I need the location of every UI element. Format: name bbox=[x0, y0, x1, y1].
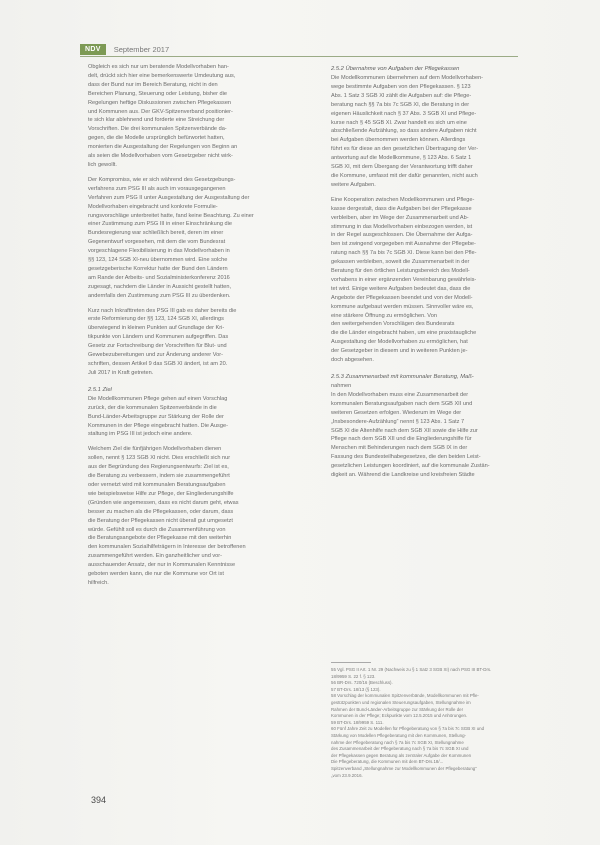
text-line: die die Länder eingebracht haben, um eine praxistaugliche bbox=[331, 330, 477, 337]
text-line: der Gesetzgeber in diesem und in weiteren Punkten je- bbox=[331, 348, 468, 355]
text-line: gekassen verbleiben, soweit die Zusammenarbeit in der bbox=[331, 259, 470, 266]
footnote-line: Spitzenverband „Stellungnahme zur Modellkommunen der Pflegeberatung“ bbox=[331, 765, 477, 771]
text-line: Angebote der Pflegekassen beendet und von der Modell- bbox=[331, 294, 473, 301]
text-line: Verfahren zum PSG II unter Ausgestaltung der Ausgestaltung der bbox=[88, 194, 250, 201]
text-line: die Beratung zu verbessern, indem sie zusammengeführt bbox=[88, 473, 230, 480]
footnote-line: 58 Vorschlag der kommunalen Spitzenverbände, Modellkommunen mit Pfle- bbox=[331, 693, 479, 699]
text-line: Welchem Ziel die fünfjährigen Modellvorhaben dienen bbox=[88, 446, 222, 453]
text-line: kasse dergestalt, dass die Aufgaben bei der Pflegekasse bbox=[331, 205, 472, 212]
footnote-line: 59 BT-Drs. 18/9959 S. 111. bbox=[331, 719, 384, 725]
text-line: die Kommune, umfasst mit der dafür genannten, nicht auch bbox=[331, 172, 478, 179]
text-line: Menschen mit Behinderungen nach dem SGB IX in der bbox=[331, 445, 468, 452]
text-line: weitere Aufgaben. bbox=[331, 181, 376, 188]
text-line: Gewebezubereitungen und zur Änderung anderer Vor- bbox=[88, 352, 223, 359]
text-line: den weitergehenden Vorschlägen des Bundesrats bbox=[331, 321, 455, 328]
text-line: zusammengeführt werden. Ein ganzheitlicher und vor- bbox=[88, 553, 223, 560]
text-line: Vorschriften. Die drei kommunalen Spitzenverbände da- bbox=[88, 126, 227, 133]
paragraph-gap bbox=[331, 365, 571, 371]
journal-badge: NDV bbox=[80, 44, 106, 55]
text-line: Ausgestaltung der Modellvorhaben zu ermöglichen, hat bbox=[331, 339, 468, 346]
text-line: Fassung des Bundesteilhabegesetzes, die den beiden Leist- bbox=[331, 454, 481, 461]
text-line: tet wird. Einige weitere Aufgaben bedeutet das, dass die bbox=[331, 285, 471, 292]
text-line: abschließende Aufzählung, so dass andere Aufgaben nicht bbox=[331, 128, 477, 135]
footnote-line: 18/9959 S. 22 f. § 123. bbox=[331, 673, 376, 679]
text-line: wie beispielsweise Hilfe zur Pflege, der Eingliederungshilfe bbox=[88, 490, 234, 497]
paragraph-gap bbox=[88, 378, 334, 384]
text-line: §§ 123, 124 SGB XI-neu übernommen wird. Eine solche bbox=[88, 257, 228, 264]
text-line: Regelungen heftige Diskussionen zwischen Pflegekassen bbox=[88, 99, 232, 106]
footnote-line: Die Pflegeberatung, die Kommunen mit dem BT-Drs.18/... bbox=[331, 759, 444, 765]
footnote-line: Kommunen in der Pflege; Eckpunkte vom 12.5.2015 und Anhörungen. bbox=[331, 713, 468, 719]
footnote-line: der Pflegekassen gegen Beratung als zentraler Aufgabe der Kommunen bbox=[331, 752, 472, 758]
footnote-line: Stärkung von Modellen Pflegeberatung mit den Kommunen, Stellung- bbox=[331, 732, 466, 738]
text-line: delt, drückt sich hier eine bemerkenswerte Umdeutung aus, bbox=[88, 72, 236, 79]
text-line: gegen, die die Modelle ursprünglich befürwortet hatten, bbox=[88, 135, 225, 142]
page-number: 394 bbox=[91, 795, 107, 805]
text-line: Obgleich es sich nur um beratende Modellvorhaben han- bbox=[88, 64, 229, 70]
text-line: dass der Bund nur im Bereich Beratung, nicht in den bbox=[88, 81, 218, 88]
text-line: In den Modellvorhaben muss eine Zusammenarbeit der bbox=[331, 391, 469, 398]
text-line: vorgeschlagene Flexibilisierung in das Modellvorhaben in bbox=[88, 248, 230, 255]
text-line: verbleiben, aber im Wege der Zusammenarbeit und Ab- bbox=[331, 214, 469, 221]
text-line: gesetzlichen Leistungen koordiniert, auf die kommunale Zustän- bbox=[331, 463, 490, 470]
text-line: stimmung in das Modellvorhaben einbezogen werden, ist bbox=[331, 223, 473, 230]
text-line: Gesetz zur Fortschreibung der Vorschriften für Blut- und bbox=[88, 343, 227, 350]
text-line: Kurz nach Inkrafttreten des PSG III gab es daher bereits die bbox=[88, 307, 237, 314]
text-line: gesetzgeberische Korrektur hatte der Bund den Ländern bbox=[88, 265, 228, 272]
text-line: Beratung für den örtlichen Leistungsbereich des Modell- bbox=[331, 268, 470, 275]
text-line: zugesagt, nachdem die Länder in Aussicht gestellt hatten, bbox=[88, 283, 232, 290]
text-line: zurück, der die kommunalen Spitzenverbände in die bbox=[88, 404, 217, 411]
text-line: schriften, dessen Artikel 9 das SGB XI ändert, ist am 20. bbox=[88, 361, 228, 367]
text-line: ben ist zwingend vorgegeben mit Ausnahme der Pflegebe- bbox=[331, 241, 476, 248]
text-line: lich gewollt. bbox=[88, 161, 117, 168]
text-line: geboten werden kann, die nur die Kommune vor Ort ist bbox=[88, 571, 224, 578]
text-line: den kommunalen Sozialhilfeträgern in Interesse der betroffenen bbox=[88, 544, 246, 551]
footnote-line: des Zusammenarbeit der Pflegeberatung nach § 7a bis 7c SGB XI und bbox=[331, 746, 469, 752]
text-line: monierten die Ausgestaltung der Regelungen von Beginn an bbox=[88, 144, 238, 151]
footnote-line: 55 Vgl. PSG II Art. 1 Nr. 29 (Nachweis zu § 1 Satz 3 SGB XI) nach PSG III BT-Drs. bbox=[331, 667, 492, 672]
footnote-line: gestützpunkten und regionalen Steuerungsaufgaben, Stellungnahme im bbox=[331, 699, 471, 705]
text-line: vorhabens in einer ergänzenden Vereinbarung gewährleis- bbox=[331, 276, 477, 283]
text-line: Gegenentwurf vorgesehen, mit dem die vom Bundesrat bbox=[88, 239, 226, 246]
text-line: Bund-Länder-Arbeitsgruppe zur Stärkung der Rolle der bbox=[88, 413, 224, 420]
text-line: Abs. 1 Satz 3 SGB XI zählt die Aufgaben auf: die Pflege- bbox=[331, 92, 472, 99]
text-line: digkeit an. Während die Landkreise und kreisfreien Städte bbox=[331, 472, 475, 479]
text-line: bei Aufgaben übernommen werden können. Allerdings bbox=[331, 137, 466, 144]
footnote-line: 56 BR-Drs. 720/16 (Beschluss). bbox=[331, 680, 393, 686]
text-line: die Beratung der Pflegekassen nicht überall gut umgesetzt bbox=[88, 517, 233, 524]
text-line: doch abgesehen. bbox=[331, 357, 374, 364]
text-line: Bereichen Planung, Steuerung oder Leistung, bisher die bbox=[88, 90, 228, 97]
text-line: Kommunen in der Pflege eingebracht hatten. Die Ausge- bbox=[88, 422, 228, 429]
footnote-line: nahme der Pflegeberatung nach § 7a bis 7c SGB XI, Stellungnahme bbox=[331, 739, 464, 745]
footnote-line: 60 Fünf Jahre Zeit zu Modellen für Pflegeberatung von § 7a bis 7c SGB XI und bbox=[331, 726, 485, 732]
text-line: aus der Begründung des Regierungsentwurfs: Ziel ist es, bbox=[88, 464, 229, 471]
text-line: ratung nach §§ 7a bis 7c SGB XI. Diese kann bei den Pfle- bbox=[331, 250, 477, 257]
text-line: Bundesregierung war schließlich bereit, deren im einer bbox=[88, 230, 224, 237]
text-line: kurse nach § 45 SGB XI. Zwar handelt es sich um eine bbox=[331, 119, 467, 126]
text-line: besser zu machen als die Pflegekassen, oder darum, dass bbox=[88, 508, 234, 515]
text-line: „Insbesondere-Aufzählung“ nennt § 123 Abs. 1 Satz 7 bbox=[331, 418, 465, 425]
text-line: Juli 2017 in Kraft getreten. bbox=[88, 369, 154, 376]
text-line: sollen, nennt § 123 SGB XI nicht. Dies erschließt sich nur bbox=[88, 455, 231, 462]
section-heading: 2.5.1 Ziel bbox=[88, 386, 112, 393]
text-line: einer Zustimmung zum PSG III in einer Einschränkung die bbox=[88, 221, 232, 228]
text-line: ausschauender Ansatz, der nur in Kommunalen Kenntnisse bbox=[88, 562, 236, 569]
footnotes bbox=[331, 662, 571, 779]
text-line: antwortung auf die Modellkommune, § 123 Abs. 6 Satz 1 bbox=[331, 155, 472, 162]
text-line: die Beratungsangebote der Pflegekasse mit den weiterhin bbox=[88, 535, 232, 542]
text-line: Pflege nach dem SGB XII und die Eingliederungshilfe für bbox=[331, 436, 472, 443]
section-heading: 2.5.3 Zusammenarbeit mit kommunaler Beratung, Maß- bbox=[331, 374, 474, 380]
text-line: beratung nach §§ 7a bis 7c SGB XI, die Beratung in der bbox=[331, 101, 470, 108]
issue-date: September 2017 bbox=[113, 45, 170, 54]
text-line: in der Regel ausgeschlossen. Die Übernahme der Aufga- bbox=[331, 232, 473, 239]
text-line: als seien die Modellvorhaben vom Gesetzgeber nicht wirk- bbox=[88, 153, 233, 160]
footnote-line: Rahmen der Bund-Länder-Arbeitsgruppe zur Stärkung der Rolle der bbox=[331, 706, 464, 712]
text-line: am Rande der Arbeits- und Sozialministerkonferenz 2016 bbox=[88, 274, 230, 281]
text-line: nahmen bbox=[331, 383, 352, 389]
text-line: erste Reformierung der §§ 123, 124 SGB XI, allerdings bbox=[88, 316, 224, 323]
text-line: Modellvorhaben eingebracht und konkrete Formulie- bbox=[88, 203, 218, 210]
footnote-line: „vom 23.9.2016. bbox=[331, 772, 363, 778]
text-line: Die Modellkommunen übernehmen auf dem Modellvorhaben- bbox=[331, 75, 484, 81]
footnote-divider bbox=[331, 662, 371, 663]
text-line: tikpunkte von Ländern und Kommunen aufgegriffen. Das bbox=[88, 334, 229, 341]
text-line: Die Modellkommunen Pflege gehen auf einen Vorschlag bbox=[88, 395, 228, 402]
text-line: wege bestimmte Aufgaben von den Pflegekassen. § 123 bbox=[331, 83, 471, 90]
section-heading: 2.5.2 Übernahme von Aufgaben der Pflegekassen bbox=[331, 66, 460, 72]
text-line: eigenen Häuslichkeit nach § 37 Abs. 3 SGB XI und Pflege- bbox=[331, 110, 477, 117]
text-line: würde. Gefühlt soll es durch die Zusammenführung von bbox=[88, 526, 226, 533]
text-line: eine stärkere Öffnung zu ermöglichen. Von bbox=[331, 312, 437, 319]
footnote-line: 57 BT-Drs. 18/13 (§ 123). bbox=[331, 686, 381, 692]
text-line: überwiegend in kleinen Punkten auf Grundlage der Kri- bbox=[88, 325, 225, 332]
right-text-column bbox=[331, 63, 571, 480]
text-line: SGB XI, mit dem Übergang der Verantwortung trifft daher bbox=[331, 164, 473, 171]
text-line: staltung im PSG III ist jedoch eine andere. bbox=[88, 431, 193, 438]
text-line: führt es für diese an den gesetzlichen Übertragung der Ver- bbox=[331, 146, 479, 153]
text-line: SGB XI die Altenhilfe nach dem SGB XII sowie die Hilfe zur bbox=[331, 427, 478, 434]
text-line: oder vernetzt wird mit kommunalen Beratungsaufgaben bbox=[88, 481, 226, 488]
text-line: verfahrens zum PSG III als auch im vorausgegangenen bbox=[88, 185, 226, 192]
text-line: und Kommunen aus. Der GKV-Spitzenverband positionier- bbox=[88, 108, 233, 115]
text-line: te sich klar ablehnend und forderte eine Streichung der bbox=[88, 117, 225, 124]
text-line: andernfalls den Zustimmung zum PSG III zu überdenken. bbox=[88, 292, 231, 299]
text-line: (Gründen wie angemessen, dass es nicht darum geht, etwas bbox=[88, 499, 239, 506]
text-line: Der Kompromiss, wie er sich während des Gesetzgebungs- bbox=[88, 176, 236, 183]
text-line: weiteren Gesetzen erfolgen. Wiederum im Wege der bbox=[331, 409, 462, 416]
header-rule bbox=[80, 56, 518, 57]
text-line: rungsvorschläge unterbreitet hatte, fand keine Beachtung. Zu einer bbox=[88, 212, 254, 219]
text-line: kommunalen Beratungsaufgaben nach dem SGB XII und bbox=[331, 400, 473, 407]
running-header bbox=[80, 44, 169, 55]
text-line: kommune aufgebaut werden müssen. Sinnvoller wäre es, bbox=[331, 303, 474, 310]
left-text-column bbox=[88, 63, 334, 588]
text-line: hilfreich. bbox=[88, 579, 109, 586]
text-line: Eine Kooperation zwischen Modellkommunen und Pflege- bbox=[331, 196, 475, 203]
